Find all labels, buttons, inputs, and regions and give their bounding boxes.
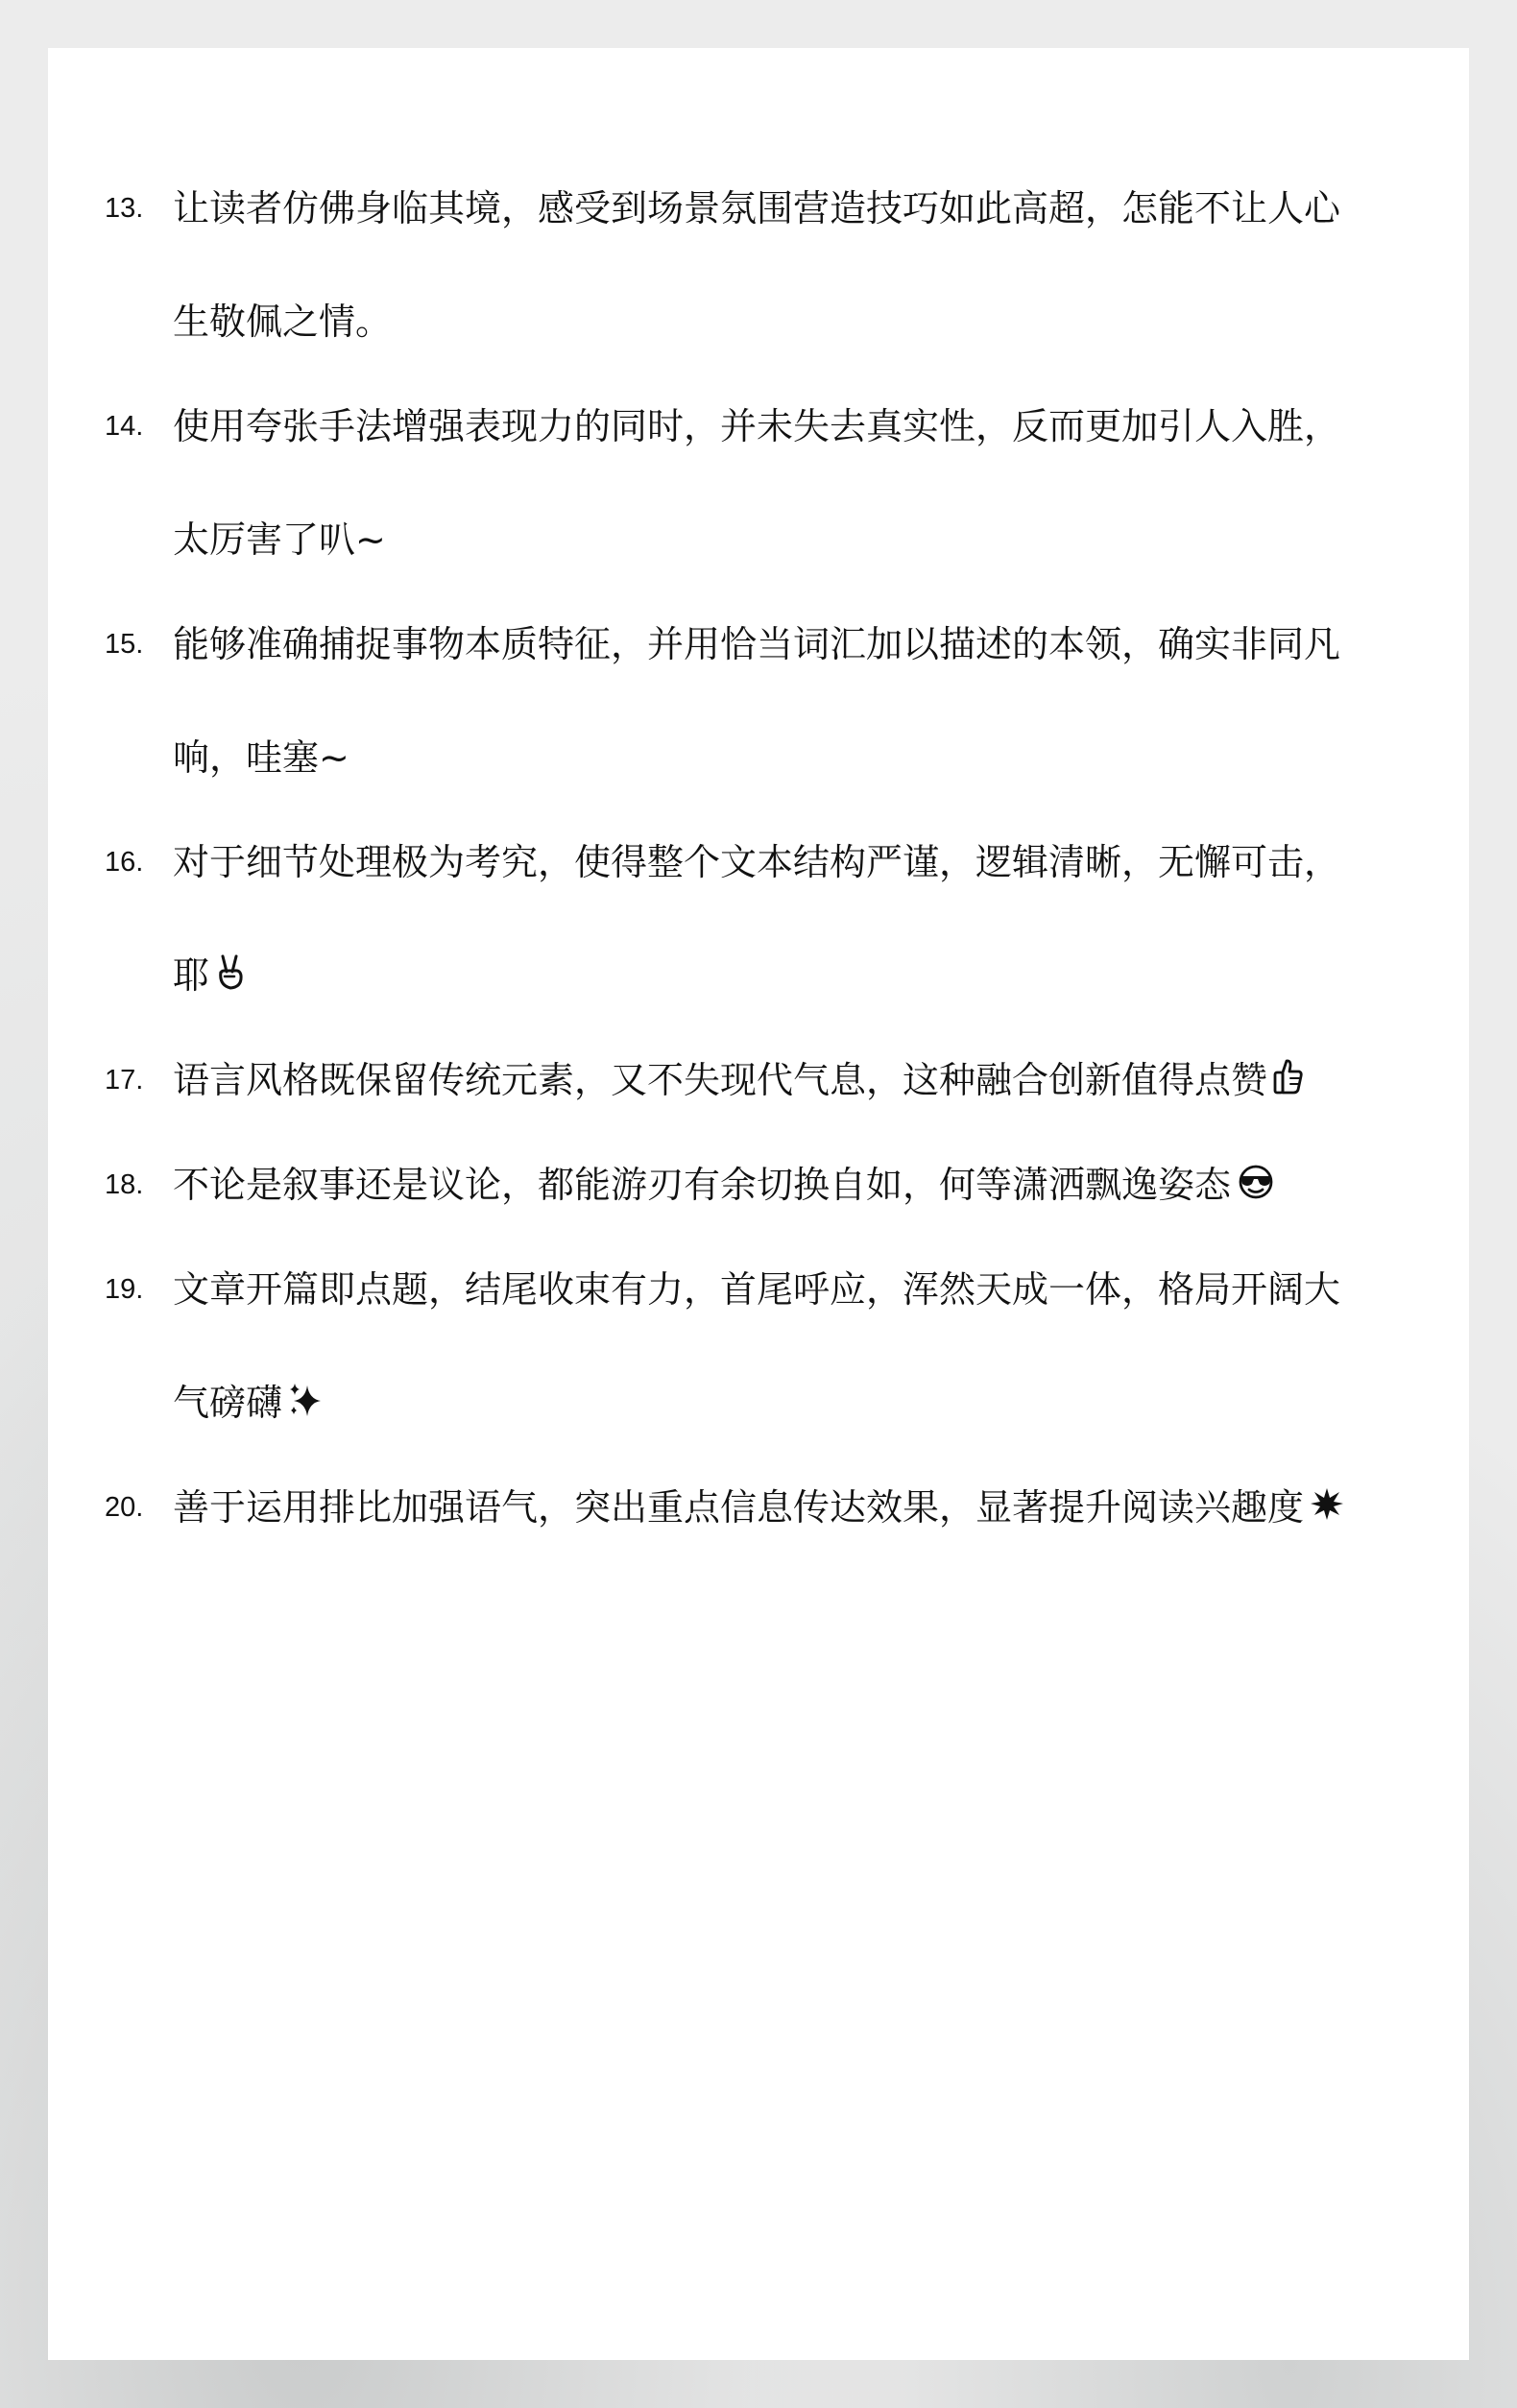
item-text-line: 气磅礴 [173, 1382, 283, 1424]
item-text-line: 不论是叙事还是议论，都能游刃有余切换自如，何等潇洒飘逸姿态 [173, 1164, 1232, 1206]
item-text-line: 能够准确捕捉事物本质特征，并用恰当词汇加以描述的本领，确实非同凡 [173, 623, 1341, 665]
item-text-line: 善于运用排比加强语气，突出重点信息传达效果，显著提升阅读兴趣度 [173, 1486, 1305, 1529]
list-item [48, 1262, 1469, 1431]
item-text-line: 让读者仿佛身临其境，感受到场景氛围营造技巧如此高超，怎能不让人心 [173, 187, 1341, 229]
item-number: 13. [105, 193, 144, 224]
sparkle-burst-icon [1308, 1482, 1346, 1538]
compliment-list [48, 181, 1469, 1584]
item-text-line: 耶 [173, 954, 210, 997]
item-text-line: 使用夸张手法增强表现力的同时，并未失去真实性，反而更加引人入胜， [173, 405, 1341, 447]
list-item [48, 1052, 1469, 1108]
paper-sheet [48, 48, 1469, 2360]
item-number: 16. [105, 847, 144, 878]
item-number: 18. [105, 1169, 144, 1200]
item-text-line: 文章开篇即点题，结尾收束有力，首尾呼应，浑然天成一体，格局开阔大 [173, 1268, 1341, 1311]
list-item [48, 616, 1469, 785]
item-number: 15. [105, 629, 144, 660]
item-number: 14. [105, 411, 144, 442]
victory-hand-icon [213, 951, 248, 1006]
thumbs-up-icon [1271, 1055, 1306, 1111]
sunglasses-face-icon [1235, 1160, 1277, 1216]
item-number: 19. [105, 1274, 144, 1305]
item-text-line: 响，哇塞~ [173, 736, 349, 779]
item-number: 20. [105, 1492, 144, 1523]
list-item [48, 181, 1469, 349]
list-item [48, 834, 1469, 1003]
list-item [48, 1480, 1469, 1535]
item-text-line: 生敬佩之情。 [173, 301, 393, 343]
list-item [48, 1157, 1469, 1213]
list-item [48, 398, 1469, 567]
item-text-line: 太厉害了叭~ [173, 518, 386, 561]
item-number: 17. [105, 1065, 144, 1096]
sparkles-icon [286, 1378, 325, 1433]
item-text-line: 语言风格既保留传统元素，又不失现代气息，这种融合创新值得点赞 [173, 1059, 1268, 1101]
item-text-line: 对于细节处理极为考究，使得整个文本结构严谨，逻辑清晰，无懈可击， [173, 841, 1341, 883]
